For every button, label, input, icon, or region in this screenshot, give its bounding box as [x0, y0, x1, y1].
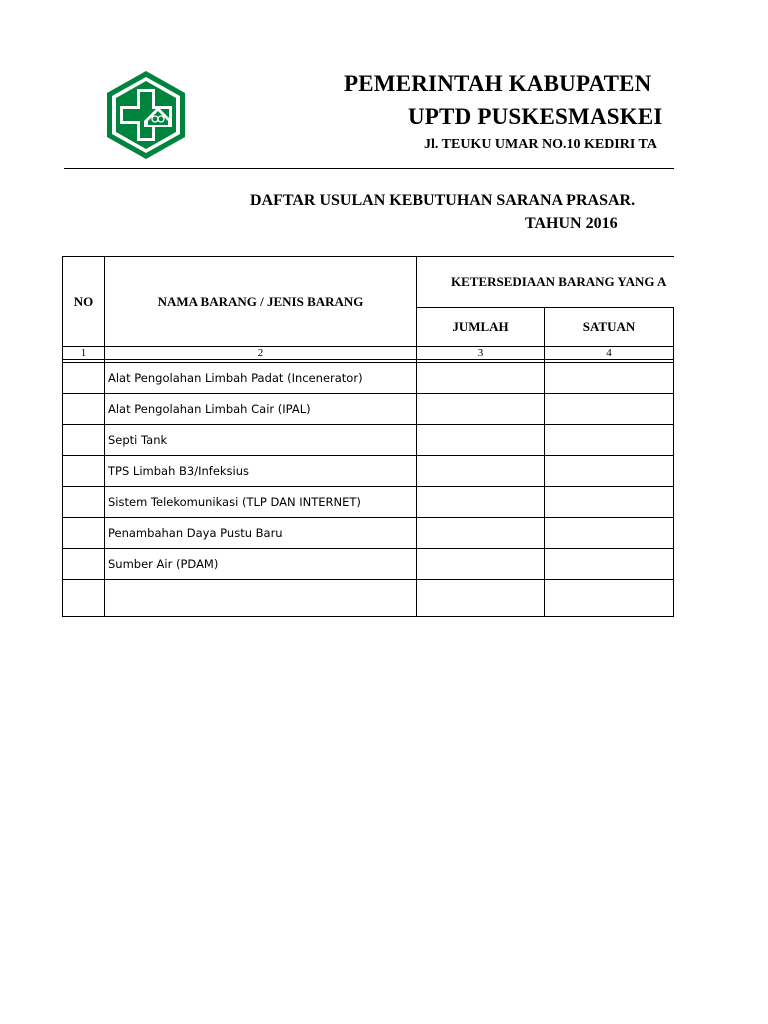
col-header-ketersediaan: KETERSEDIAAN BARANG YANG A [417, 257, 675, 308]
cell-nama: Alat Pengolahan Limbah Cair (IPAL) [105, 394, 417, 425]
cell-extra [674, 549, 675, 580]
cell-nama: Septi Tank [105, 425, 417, 456]
col-header-no: NO [63, 257, 105, 347]
table-row [63, 425, 675, 456]
cell-jumlah [417, 456, 545, 487]
header-line1: PEMERINTAH KABUPATEN [344, 71, 652, 96]
col-header-nama: NAMA BARANG / JENIS BARANG [105, 257, 417, 347]
cell-nama: Penambahan Daya Pustu Baru [105, 518, 417, 549]
cell-extra [674, 487, 675, 518]
document-title: DAFTAR USULAN KEBUTUHAN SARANA PRASAR. [250, 192, 636, 209]
cell-no [63, 394, 105, 425]
cell-jumlah [417, 580, 545, 617]
cell-jumlah [417, 394, 545, 425]
cell-no [63, 425, 105, 456]
col-number: 1 [63, 347, 105, 360]
col-number: 3 [417, 347, 545, 360]
document-year: TAHUN 2016 [525, 215, 618, 232]
cell-satuan [545, 518, 674, 549]
cell-nama: TPS Limbah B3/Infeksius [105, 456, 417, 487]
col-number [674, 347, 675, 360]
table-row [63, 456, 675, 487]
header-divider [64, 168, 674, 169]
cell-satuan [545, 487, 674, 518]
letterhead [0, 0, 674, 260]
cell-no [63, 456, 105, 487]
table-row [63, 394, 675, 425]
cell-nama: Sistem Telekomunikasi (TLP DAN INTERNET) [105, 487, 417, 518]
cell-extra [674, 456, 675, 487]
cell-extra [674, 425, 675, 456]
cell-extra [674, 363, 675, 394]
cell-extra [674, 518, 675, 549]
cell-jumlah [417, 549, 545, 580]
cell-satuan [545, 580, 674, 617]
cell-nama [105, 580, 417, 617]
cell-nama: Alat Pengolahan Limbah Padat (Incenerator) [105, 363, 417, 394]
col-number: 4 [545, 347, 674, 360]
table-row [63, 363, 675, 394]
cell-no [63, 363, 105, 394]
col-number: 2 [105, 347, 417, 360]
col-header-extra [674, 308, 675, 347]
cell-jumlah [417, 425, 545, 456]
table-row [63, 487, 675, 518]
header-address: Jl. TEUKU UMAR NO.10 KEDIRI TA [424, 137, 657, 152]
cell-no [63, 580, 105, 617]
table-row [63, 580, 675, 617]
cell-extra [674, 580, 675, 617]
cell-satuan [545, 394, 674, 425]
cell-satuan [545, 456, 674, 487]
col-header-satuan: SATUAN [545, 308, 674, 347]
cell-satuan [545, 549, 674, 580]
header-line2: UPTD PUSKESMASKEI [408, 104, 663, 129]
cell-no [63, 487, 105, 518]
cell-jumlah [417, 363, 545, 394]
needs-table [62, 256, 674, 622]
col-header-jumlah: JUMLAH [417, 308, 545, 347]
cell-extra [674, 394, 675, 425]
cell-jumlah [417, 518, 545, 549]
table-row [63, 518, 675, 549]
cell-satuan [545, 425, 674, 456]
table-row [63, 549, 675, 580]
cell-nama: Sumber Air (PDAM) [105, 549, 417, 580]
cell-satuan [545, 363, 674, 394]
cell-no [63, 518, 105, 549]
cell-jumlah [417, 487, 545, 518]
cell-no [63, 549, 105, 580]
